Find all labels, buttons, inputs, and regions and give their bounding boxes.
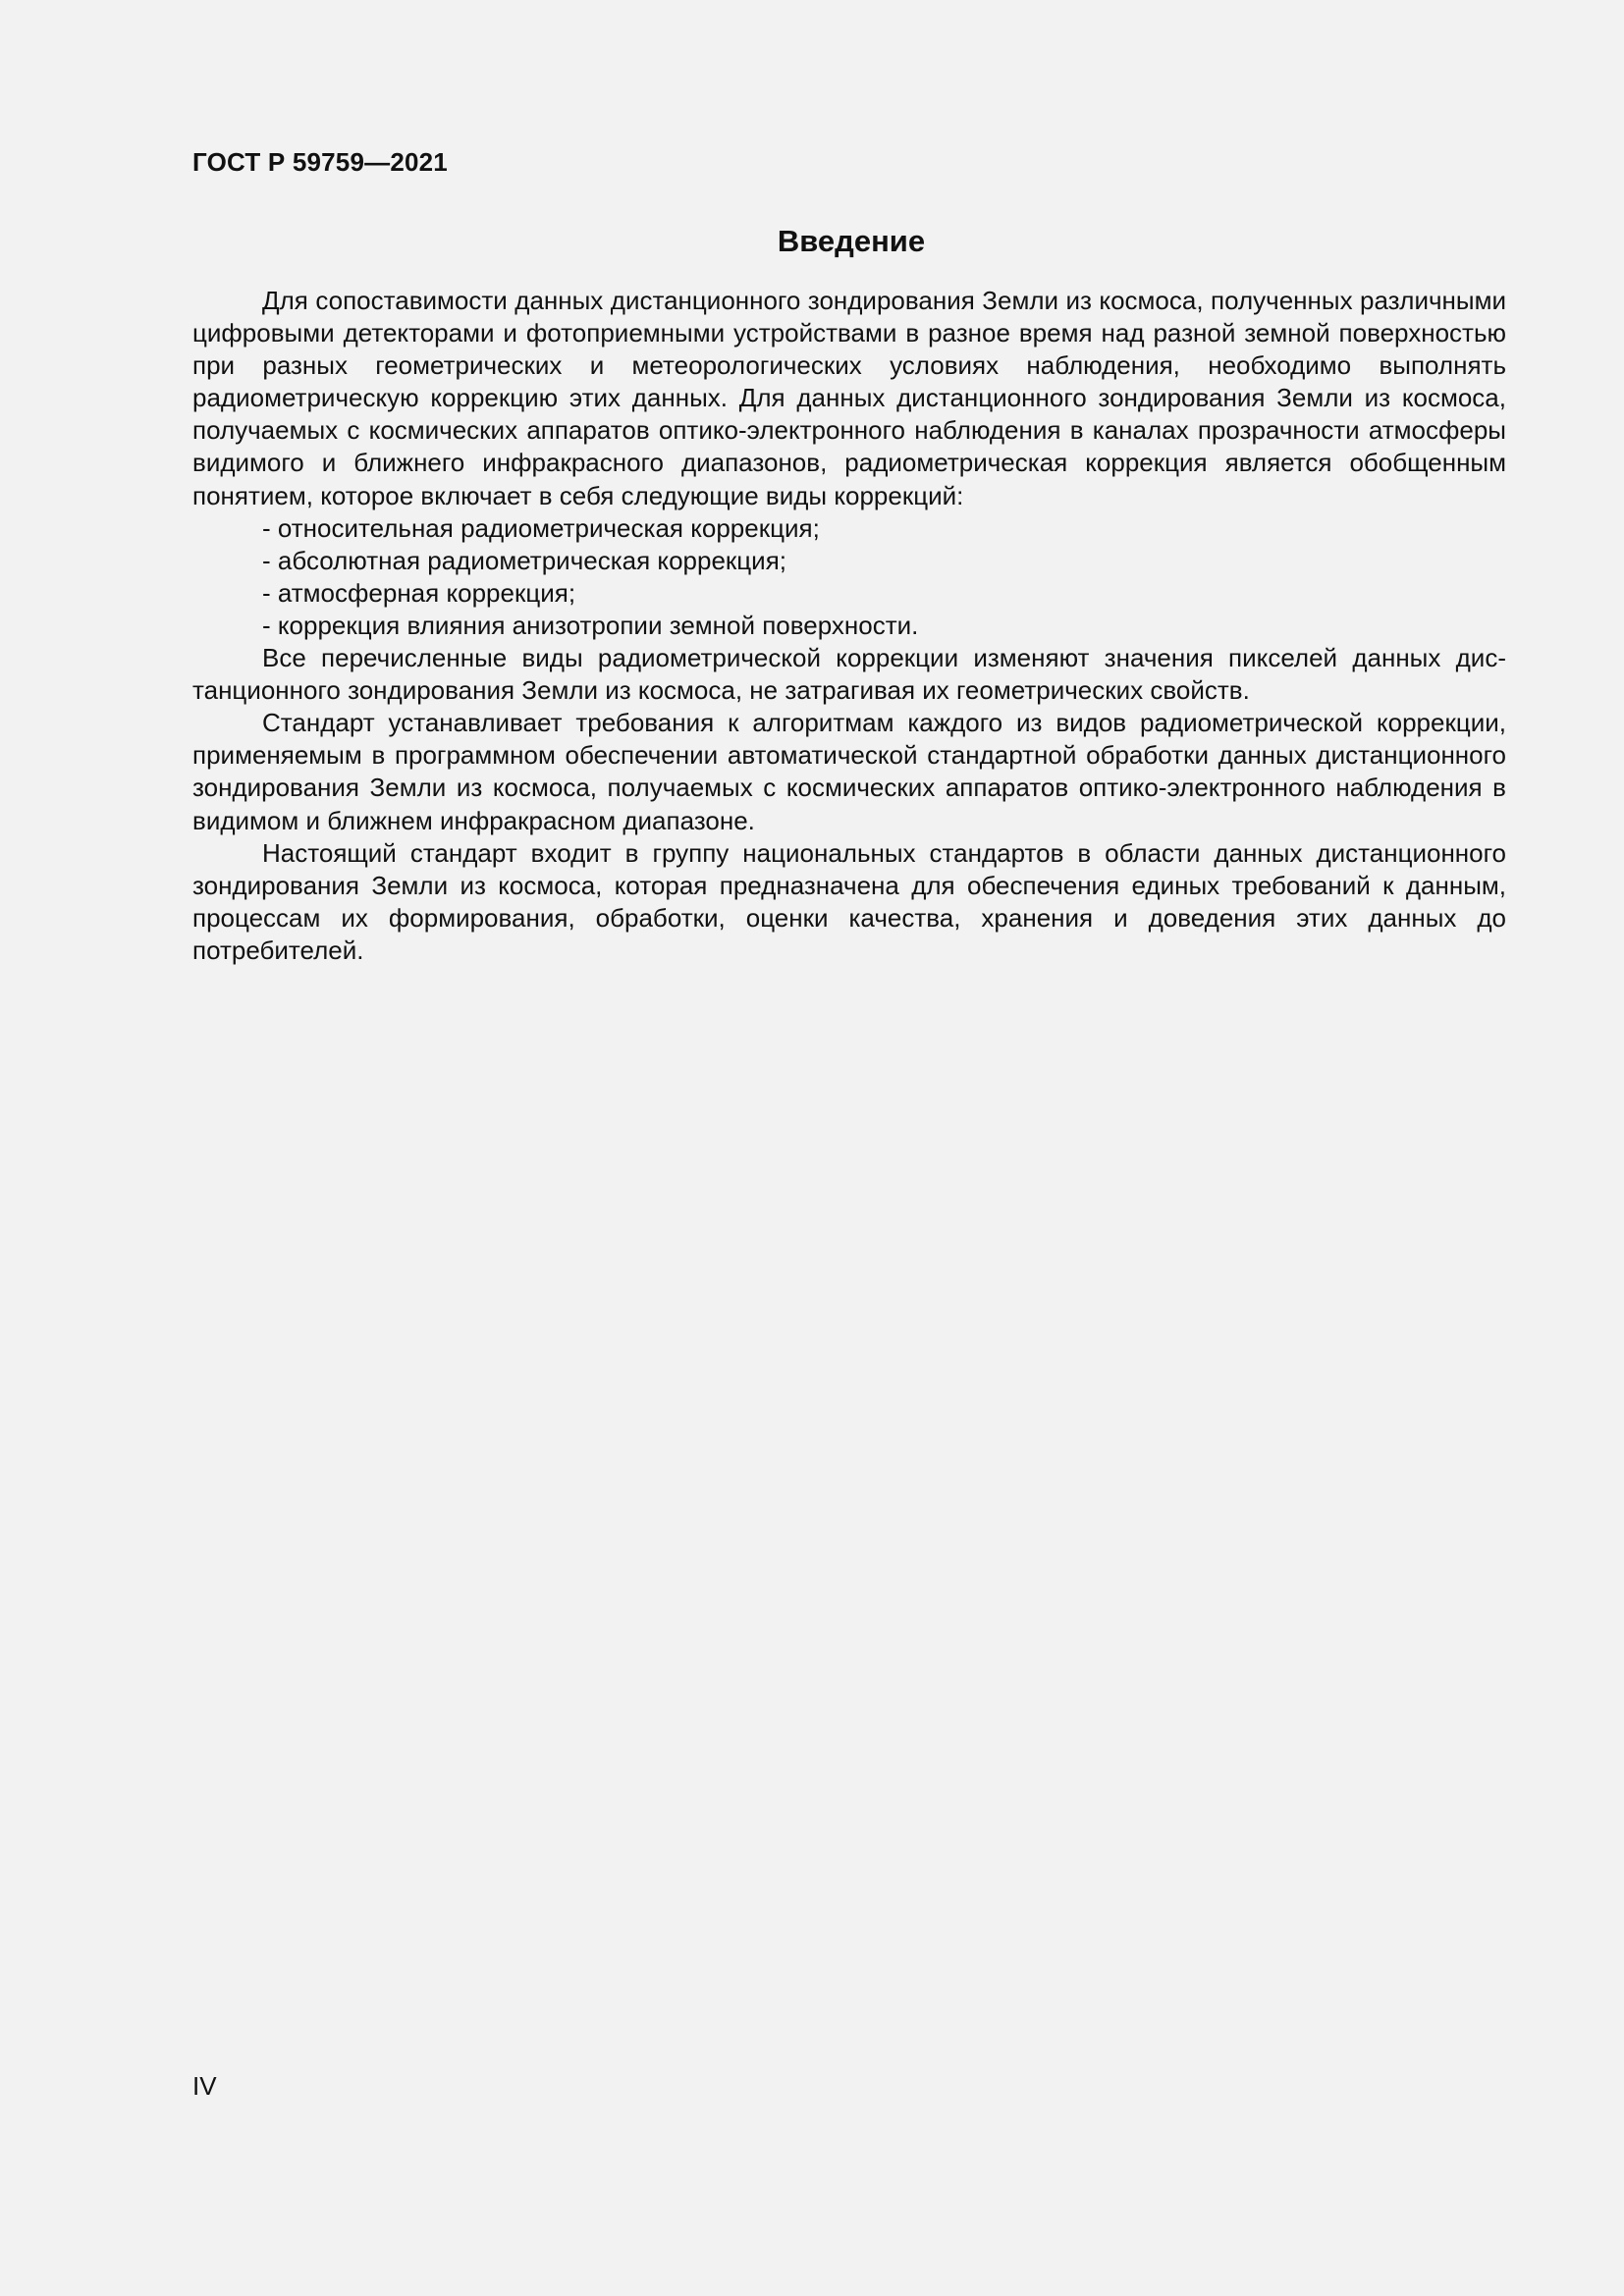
section-title: Введение [777,224,926,258]
intro-paragraph-2: Все перечисленные виды радиометрической коррекции изменяют значения пикселей данных дистанционного зондирования Земли из космоса, не затрагивая их геометрических свойств. [192,643,1506,706]
intro-paragraph-4: Настоящий стандарт входит в группу национальных стандартов в области данных дистанционного зондирования Земли из космоса, которая предназначена для обеспечения единых требований к данным, процессам их формирования, обработки, оценки качества, хранения и доведения этих данных до потребителей. [192,837,1506,965]
introduction-body [192,285,1506,967]
intro-paragraph-3: Стандарт устанавливает требования к алгоритмам каждого из видов радиометрической коррекции, применяемым в программном обеспечении автоматической стандартной обработки данных дистанционного зондирования Земли из космоса, получаемых с космических аппаратов оптико-электронного наблюдения в видимом и ближнем инфракрасном диапазоне. [192,708,1506,835]
page-number: IV [192,2071,217,2101]
standard-code: ГОСТ Р 59759—2021 [192,147,448,177]
intro-paragraph-1: Для сопоставимости данных дистанционного зондирования Земли из космоса, полученных различными цифровыми детекторами и фотоприемными устройствами в разное время над разной земной поверхностью при разных геометрических и метеорологических условиях наблюдения, необходимо выполнять радиометрическую коррекцию этих данных. Для данных дистанционного зондирования Земли из космоса, получаемых с космических аппаратов оптико-электронного наблюдения в каналах прозрачности атмосферы видимого и ближнего инфракрасного диапазонов, радиометрическая коррекция является обобщенным понятием, которое включает в себя следующие виды коррекций: [192,286,1506,510]
list-item: - коррекция влияния анизотропии земной поверхности. [262,610,919,640]
list-item: - относительная радиометрическая коррекция; [262,512,820,543]
list-item: - абсолютная радиометрическая коррекция; [262,545,787,575]
correction-types-list [192,512,1506,642]
list-item: - атмосферная коррекция; [262,577,576,608]
